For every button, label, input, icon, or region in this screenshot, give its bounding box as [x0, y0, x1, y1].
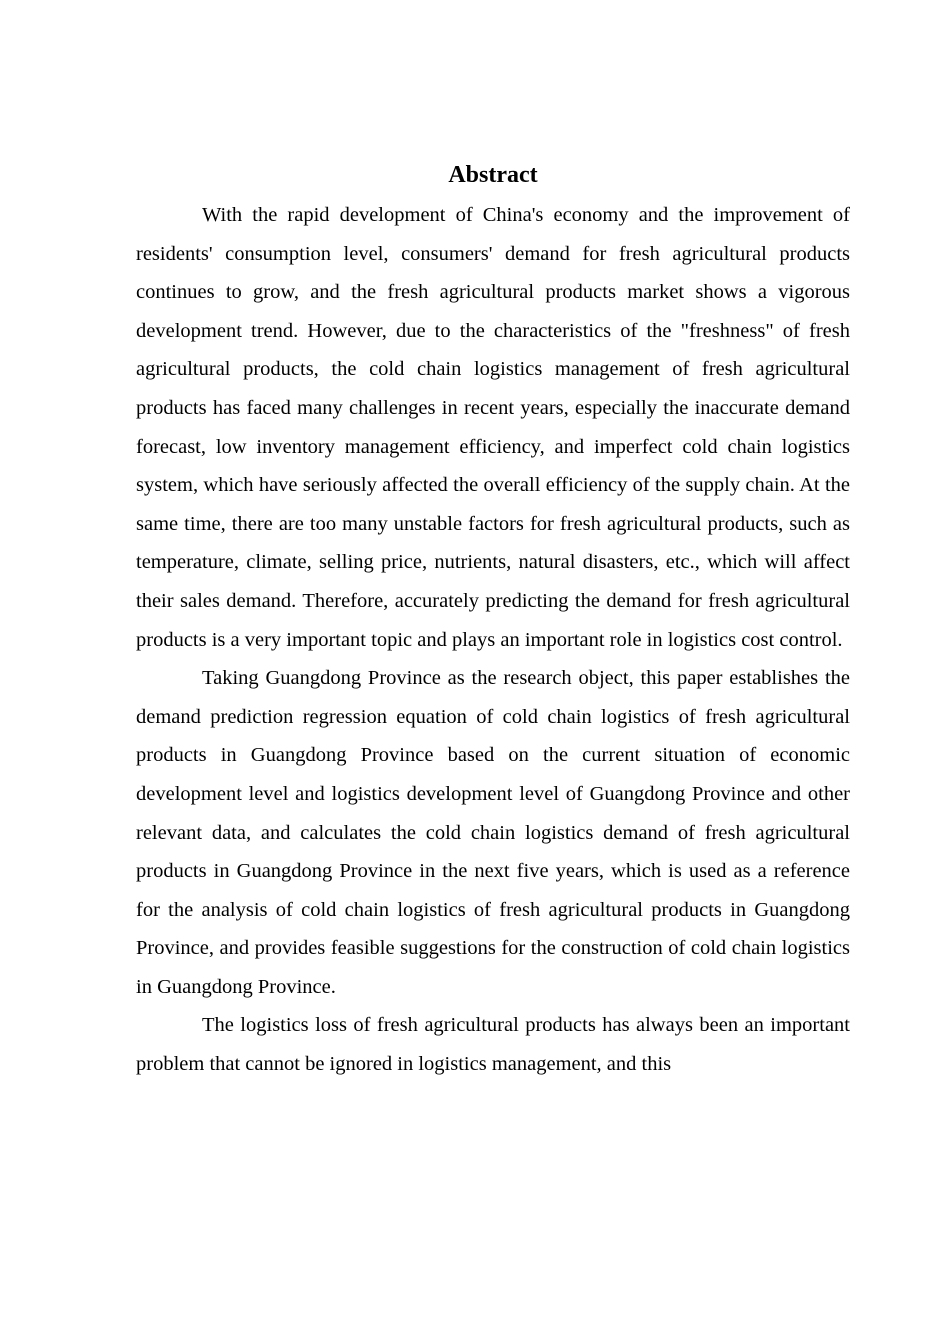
abstract-paragraph-2: Taking Guangdong Province as the research object, this paper establishes the demand prediction regression equation of cold chain logistics of fresh agricultural products in Guangdong Province based on the current situation of economic development level and logistics development level of Guangdong Province and other relevant data, and calculates the cold chain logistics demand of fresh agricultural products in Guangdong Province in the next five years, which is used as a reference for the analysis of cold chain logistics of fresh agricultural products in Guangdong Province, and provides feasible suggestions for the construction of cold chain logistics in Guangdong Province.: [136, 667, 850, 998]
abstract-title: Abstract: [448, 162, 538, 188]
abstract-paragraph-1: With the rapid development of China's economy and the improvement of residents' consumption level, consumers' demand for fresh agricultural products continues to grow, and the fresh agricultural products market shows a vigorous development trend. However, due to the characteristics of the "freshness" of fresh agricultural products, the cold chain logistics management of fresh agricultural products has faced many challenges in recent years, especially the inaccurate demand forecast, low inventory management efficiency, and imperfect cold chain logistics system, which have seriously affected the overall efficiency of the supply chain. At the same time, there are too many unstable factors for fresh agricultural products, such as temperature, climate, selling price, nutrients, natural disasters, etc., which will affect their sales demand. Therefore, accurately predicting the demand for fresh agricultural products is a very important topic and plays an important role in logistics cost control.: [136, 204, 850, 651]
abstract-paragraph-3: The logistics loss of fresh agricultural products has always been an important problem that cannot be ignored in logistics management, and this: [136, 1014, 850, 1076]
abstract-section: [136, 158, 850, 1084]
